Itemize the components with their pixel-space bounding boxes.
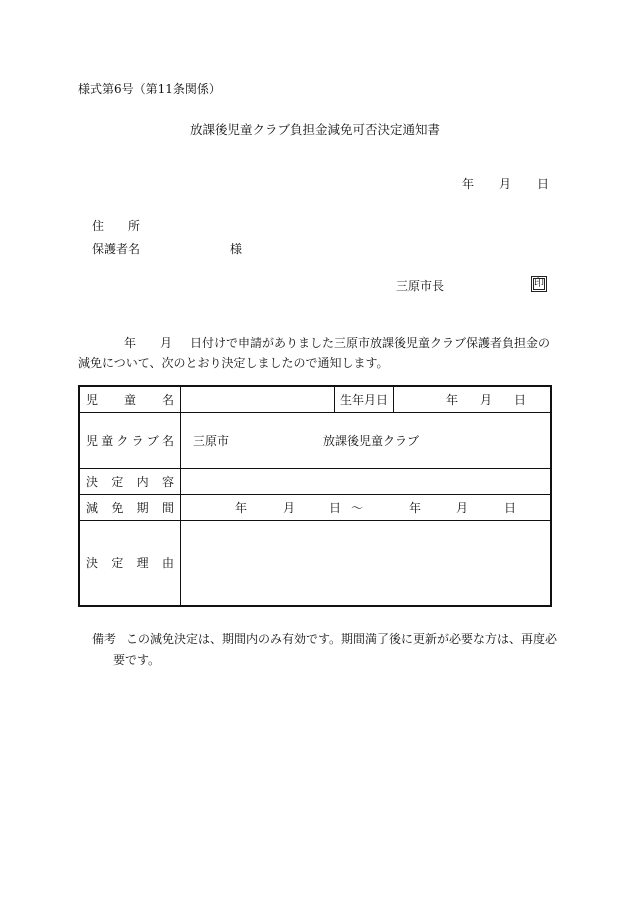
club-name-label: 児 童 ク ラ ブ 名 bbox=[79, 412, 181, 468]
seal-mark: 印 bbox=[531, 276, 547, 292]
row-child-name bbox=[79, 386, 551, 412]
date-year: 年 bbox=[462, 177, 475, 191]
period-separator: ～ bbox=[351, 500, 364, 515]
issuer-name: 三原市長 bbox=[396, 279, 445, 293]
period-from-year: 年 bbox=[235, 500, 248, 515]
row-decision bbox=[79, 468, 551, 494]
guardian-honorific: 様 bbox=[230, 242, 243, 256]
body-month: 月 bbox=[160, 336, 173, 350]
body-year: 年 bbox=[124, 336, 137, 350]
notice-body bbox=[78, 333, 552, 373]
remarks-label: 備考 bbox=[92, 632, 117, 646]
decision-label: 決 定 内 容 bbox=[79, 468, 181, 494]
period-to-year: 年 bbox=[409, 500, 422, 515]
child-name-label: 児 童 名 bbox=[79, 386, 181, 412]
period-from-day: 日 bbox=[329, 500, 342, 515]
row-period bbox=[79, 494, 551, 520]
remarks-line-1: この減免決定は、期間内のみ有効です。期間満了後に更新が必要な方は、再度必 bbox=[126, 632, 558, 646]
document-title: 放課後児童クラブ負担金減免可否決定通知書 bbox=[189, 122, 440, 137]
decision-value bbox=[181, 468, 552, 494]
date-month: 月 bbox=[499, 177, 512, 191]
child-name-value bbox=[181, 386, 335, 412]
period-to-month: 月 bbox=[456, 500, 469, 515]
form-number: 様式第6号（第11条関係） bbox=[78, 82, 221, 96]
period-label: 減 免 期 間 bbox=[79, 494, 181, 520]
issue-date bbox=[462, 175, 549, 192]
remarks bbox=[92, 630, 557, 647]
period-value bbox=[181, 494, 552, 520]
period-to-day: 日 bbox=[504, 500, 517, 515]
decision-table bbox=[78, 385, 552, 607]
remarks-line-2: 要です。 bbox=[113, 653, 161, 667]
dob-label: 生年月日 bbox=[335, 386, 394, 412]
row-club-name bbox=[79, 412, 551, 468]
reason-label: 決 定 理 由 bbox=[79, 520, 181, 606]
period-from-month: 月 bbox=[283, 500, 296, 515]
row-reason bbox=[79, 520, 551, 606]
club-suffix: 放課後児童クラブ bbox=[323, 433, 420, 448]
dob-value: 年 月 日 bbox=[394, 386, 552, 412]
guardian-label: 保護者名 bbox=[92, 242, 141, 256]
reason-value bbox=[181, 520, 552, 606]
club-city: 三原市 bbox=[193, 433, 230, 448]
body-text: 日付けで申請がありました三原市放課後児童クラブ保護者負担金の減免について、次のとおり決定しましたので通知します。 bbox=[78, 336, 551, 370]
address-label: 住 所 bbox=[92, 219, 141, 233]
club-name-value bbox=[181, 412, 552, 468]
date-day: 日 bbox=[537, 177, 550, 191]
